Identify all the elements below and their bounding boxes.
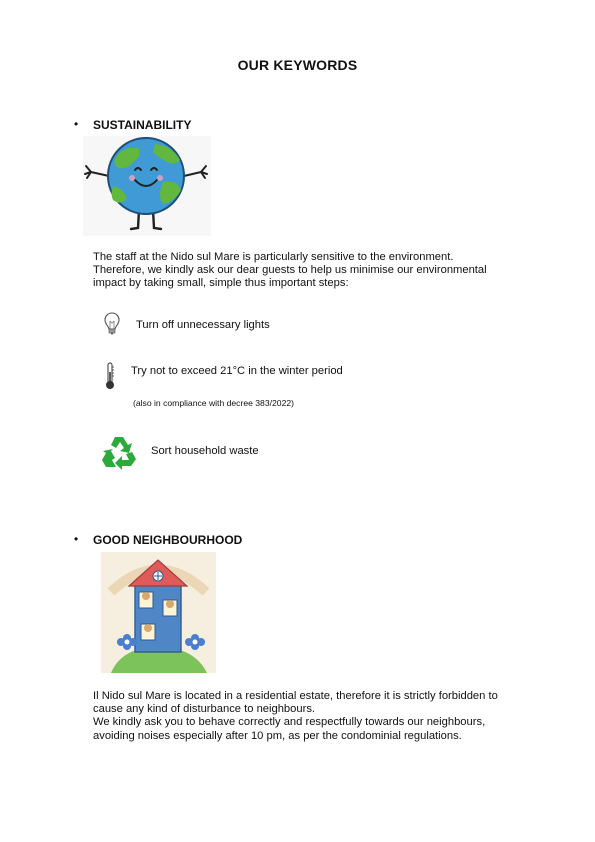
section-heading-neighbourhood: GOOD NEIGHBOURHOOD <box>93 533 243 547</box>
happy-earth-illustration <box>83 136 211 236</box>
tip-temperature: Try not to exceed 21°C in the winter period <box>131 365 343 377</box>
thermometer-icon <box>104 362 116 390</box>
tip-sort-waste: Sort household waste <box>151 445 259 457</box>
paragraph-line: The staff at the Nido sul Mare is particularly sensitive to the environment. <box>93 251 454 263</box>
decree-note: (also in compliance with decree 383/2022) <box>133 398 294 408</box>
page-title: OUR KEYWORDS <box>237 57 358 73</box>
tip-turn-off-lights: Turn off unnecessary lights <box>136 319 270 331</box>
bullet: • <box>74 532 79 546</box>
neighbourhood-paragraph <box>93 690 538 743</box>
light-bulb-icon <box>103 311 121 337</box>
recycle-icon <box>99 434 139 472</box>
good-neighbour-illustration <box>101 552 216 673</box>
paragraph-line: We kindly ask you to behave correctly and respectfully towards our neighbours, <box>93 716 486 729</box>
paragraph-line: avoiding noises especially after 10 pm, as per the condominial regulations. <box>93 729 462 742</box>
sustainability-paragraph <box>93 251 538 291</box>
paragraph-line: Il Nido sul Mare is located in a residential estate, therefore it is strictly forbidden to <box>93 690 498 702</box>
paragraph-line: Therefore, we kindly ask our dear guests to help us minimise our environmental <box>93 264 487 277</box>
bullet: • <box>74 117 79 131</box>
section-heading-sustainability: SUSTAINABILITY <box>93 118 192 132</box>
paragraph-line: cause any kind of disturbance to neighbours. <box>93 703 316 716</box>
paragraph-line: impact by taking small, simple thus important steps: <box>93 277 349 290</box>
